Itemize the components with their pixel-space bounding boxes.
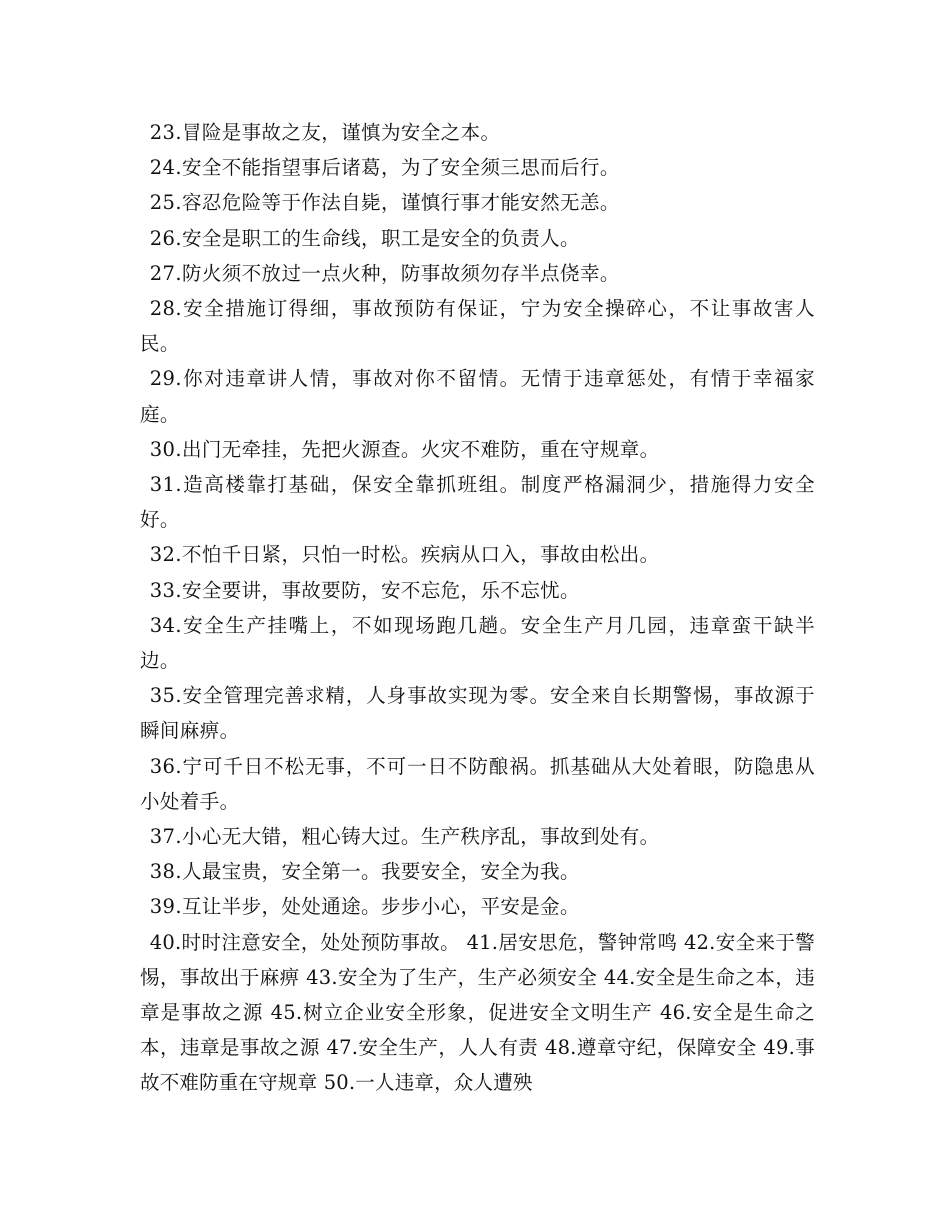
paragraph-32: 32.不怕千日紧，只怕一时松。疾病从口入，事故由松出。: [149, 543, 660, 567]
paragraph-27: 27.防火须不放过一点火种，防事故须勿存半点侥幸。: [149, 261, 620, 285]
paragraph-40-50: 40.时时注意安全，处处预防事故。 41.居安思危，警钟常鸣 42.安全来于警惕，事故出于麻痹 43.安全为了生产，生产必须安全 44.安全是生命之本，违章是事故之源 45.树立企业安全形象，促进安全文明生产 46.安全是生命之本，违章是事故之源 47.安全生产，人人有责 48.遵章守纪，保障安全 49.事故不难防重在守规章 50.一人违章，众人遭殃: [140, 930, 815, 1095]
paragraph-30: 30.出门无牵挂，先把火源查。火灾不难防，重在守规章。: [149, 437, 660, 461]
paragraph-35: 35.安全管理完善求精，人身事故实现为零。安全来自长期警惕，事故源于瞬间麻痹。: [140, 684, 815, 743]
document-body: [140, 115, 815, 1101]
paragraph-31: 31.造高楼靠打基础，保安全靠抓班组。制度严格漏洞少，措施得力安全好。: [140, 473, 815, 532]
paragraph-37: 37.小心无大错，粗心铸大过。生产秩序乱，事故到处有。: [149, 825, 660, 849]
paragraph-26: 26.安全是职工的生命线，职工是安全的负责人。: [149, 226, 580, 250]
paragraph-36: 36.宁可千日不松无事，不可一日不防酿祸。抓基础从大处着眼，防隐患从小处着手。: [140, 754, 815, 813]
paragraph-29: 29.你对违章讲人情，事故对你不留情。无情于违章惩处，有情于幸福家庭。: [140, 367, 815, 426]
paragraph-24: 24.安全不能指望事后诸葛，为了安全须三思而后行。: [149, 156, 620, 180]
paragraph-34: 34.安全生产挂嘴上，不如现场跑几趟。安全生产月几园，违章蛮干缺半边。: [140, 613, 815, 673]
paragraph-25: 25.容忍危险等于作法自毙，谨慎行事才能安然无恙。: [149, 191, 620, 215]
paragraph-38: 38.人最宝贵，安全第一。我要安全，安全为我。: [149, 860, 580, 884]
paragraph-28: 28.安全措施订得细，事故预防有保证，宁为安全操碎心，不让事故害人民。: [140, 297, 815, 356]
paragraph-39: 39.互让半步，处处通途。步步小心，平安是金。: [149, 895, 580, 919]
paragraph-23: 23.冒险是事故之友，谨慎为安全之本。: [149, 121, 501, 144]
paragraph-33: 33.安全要讲，事故要防，安不忘危，乐不忘忧。: [149, 578, 580, 602]
